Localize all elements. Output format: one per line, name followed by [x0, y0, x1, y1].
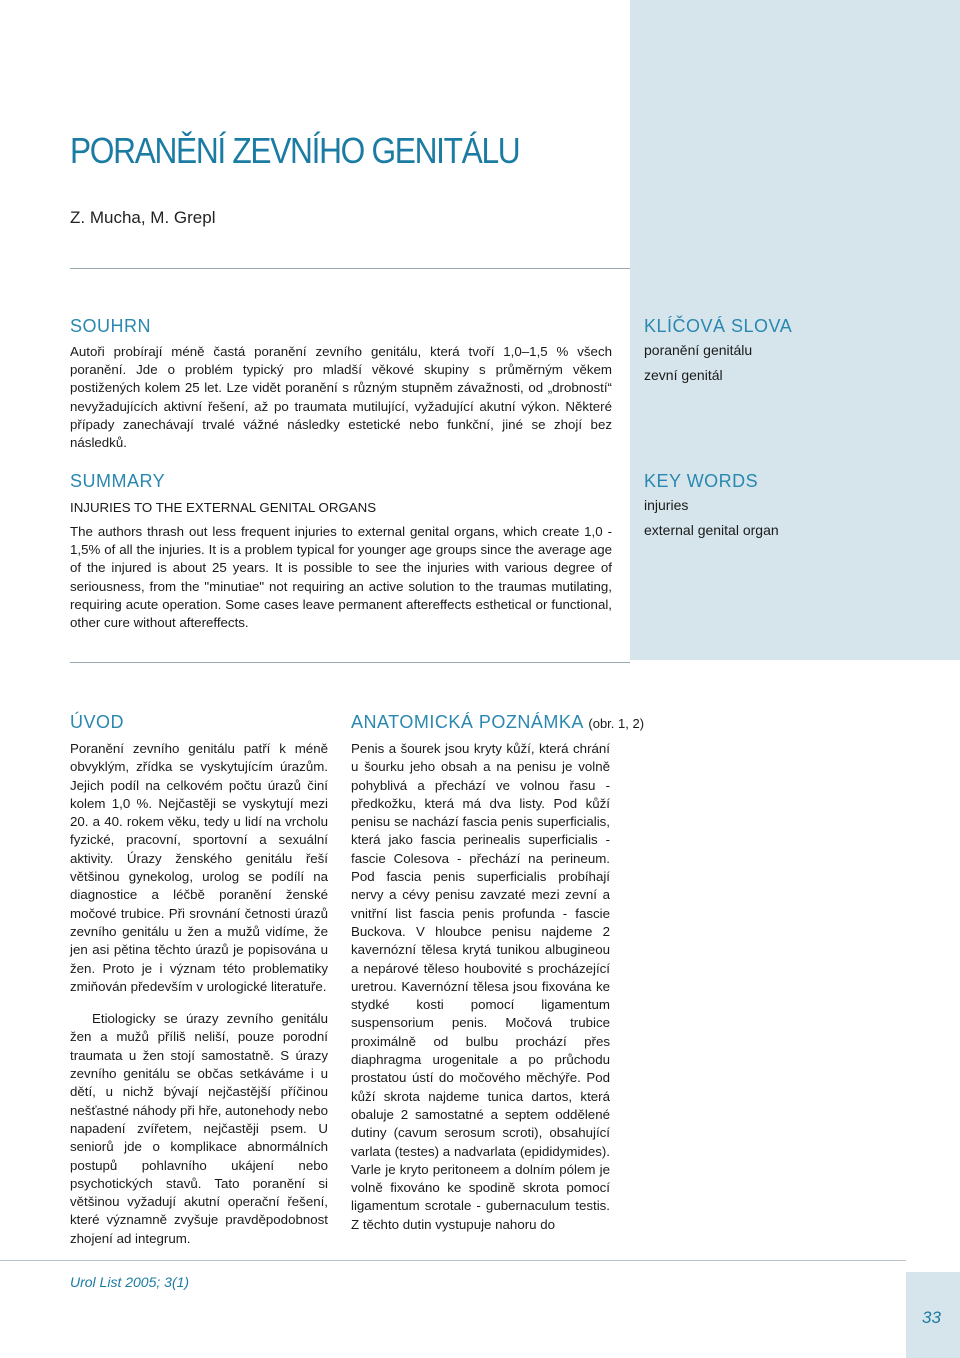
article-title: PORANĚNÍ ZEVNÍHO GENITÁLU — [70, 130, 520, 171]
page-number: 33 — [922, 1308, 941, 1327]
summary-subtitle: INJURIES TO THE EXTERNAL GENITAL ORGANS — [70, 500, 377, 515]
key-words-list — [644, 493, 779, 543]
anatomicka-column — [351, 740, 610, 1234]
section-divider — [70, 662, 630, 663]
uvod-heading: ÚVOD — [70, 712, 125, 732]
summary-paragraph: The authors thrash out less frequent injuries to external genital organs, which create 1,0 - 1,5% of all the injuries. It is a problem typical for younger age groups since the average age of the injured is about 25 years. It is possible to see the injuries with various degree of seriousness, from the "minutiae" not requiring an active solution to the traumas mutilating, requiring acute operation. Some cases leave permanent aftereffects esthetical or functional, other cure without aftereffects. — [70, 524, 612, 631]
summary-heading: SUMMARY — [70, 471, 166, 491]
uvod-column — [70, 740, 328, 1248]
anatomicka-heading-text: ANATOMICKÁ POZNÁMKA — [351, 712, 583, 732]
uvod-paragraph-1: Poranění zevního genitálu patří k méně obvyklým, zřídka se vyskytujícím úrazům. Jejich podíl na celkovém počtu úrazů činí kolem 1,0 %. Nejčastěji se vyskytují mezi 20. a 40. rokem věku, tedy u lidí na vrcholu fyzické, pracovní, sportovní a sexuální aktivity. Úrazy ženského genitálu řeší většinou gynekolog, urolog se podílí na diagnostice a léčbě poranění ženské močové trubice. Při srovnání četnosti úrazů zevního genitálu u žen a mužů vidíme, že jen asi pětina těchto úrazů je popisována u žen. Proto je i význam této problematiky zmiňován především v urologické literatuře. — [70, 741, 328, 994]
anatomicka-heading — [351, 712, 644, 733]
uvod-paragraph-2: Etiologicky se úrazy zevního genitálu žen a mužů příliš neliší, pouze porodní traumata u žen stojí samostatně. S úrazy zevního genitálu se občas setkáváme i u dětí, u nichž bývají nejčastější příčinou nešťastné náhody při hře, autonehody nebo napadení zvířetem, nejčastěji psem. U seniorů jde o komplikace abnormálních postupů pohlavního ukájení nebo psychotických stavů. Tato poranění si většinou vyžadují akutní operační řešení, které významně zvyšuje pravděpodobnost zhojení ad integrum. — [70, 1011, 328, 1246]
keyword-item: injuries — [644, 497, 689, 513]
anatomicka-figure-ref: (obr. 1, 2) — [588, 716, 645, 731]
klicova-slova-heading: KLÍČOVÁ SLOVA — [644, 316, 793, 336]
keyword-item: poranění genitálu — [644, 342, 753, 358]
keyword-item: zevní genitál — [644, 367, 723, 383]
journal-citation: Urol List 2005; 3(1) — [70, 1274, 190, 1290]
anatomicka-paragraph: Penis a šourek jsou kryty kůží, která chrání u šourku jeho obsah a na penisu je volně pohyblivá a přechází ve volnou řasu - předkožku, která má dva listy. Pod kůží penisu se nachází fascia penis superficialis, která jako fascia perinealis superficialis - fascie Colesova - přechází na perineum. Pod fascia penis superficialis probíhají nervy a cévy penisu zavzaté mezi zevní a vnitřní list fascia penis profunda - fascie Buckova. V hloubce penisu najdeme 2 kavernózní tělesa krytá tunikou albugineou a nepárové těleso houbovité s procházející uretrou. Kavernózní tělesa jsou fixována ke stydké kosti pomocí ligamentum suspensorium penis. Močová trubice proximálně od bulbu prochází přes diaphragma urogenitale a po průchodu prostatou ústí do močového měchýře. Pod kůží skrota najdeme tunica dartos, která obaluje 2 samostatné a septem oddělené dutiny (cavum serosum scroti), obsahující varlata (testes) a nadvarlata (epididymides). Varle je kryto peritoneem a dolním pólem je volně fixováno ke spodině skrota pomocí ligamentum scrotale - gubernaculum testis. Z těchto dutin vystupuje nahoru do — [351, 741, 610, 1232]
header-divider — [70, 268, 630, 269]
souhrn-heading: SOUHRN — [70, 316, 152, 336]
keyword-item: external genital organ — [644, 522, 779, 538]
key-words-heading: KEY WORDS — [644, 471, 759, 491]
article-authors: Z. Mucha, M. Grepl — [70, 208, 216, 227]
souhrn-paragraph: Autoři probírají méně častá poranění zevního genitálu, která tvoří 1,0–1,5 % všech poranění. Jde o problém typický pro mladší věkové skupiny s průměrným věkem postižených kolem 25 let. Lze vidět poranění s různým stupněm závažnosti, od „drobností“ nevyžadujících aktivní řešení, až po traumata mutilující, vyžadující akutní výkon. Některé případy zanechávají trvalé vážné následky estetické nebo funkční, jiné se zhojí bez následků. — [70, 344, 612, 451]
klicova-slova-list — [644, 338, 752, 388]
summary-text — [70, 523, 612, 632]
footer-divider — [0, 1260, 906, 1261]
souhrn-text — [70, 343, 612, 452]
